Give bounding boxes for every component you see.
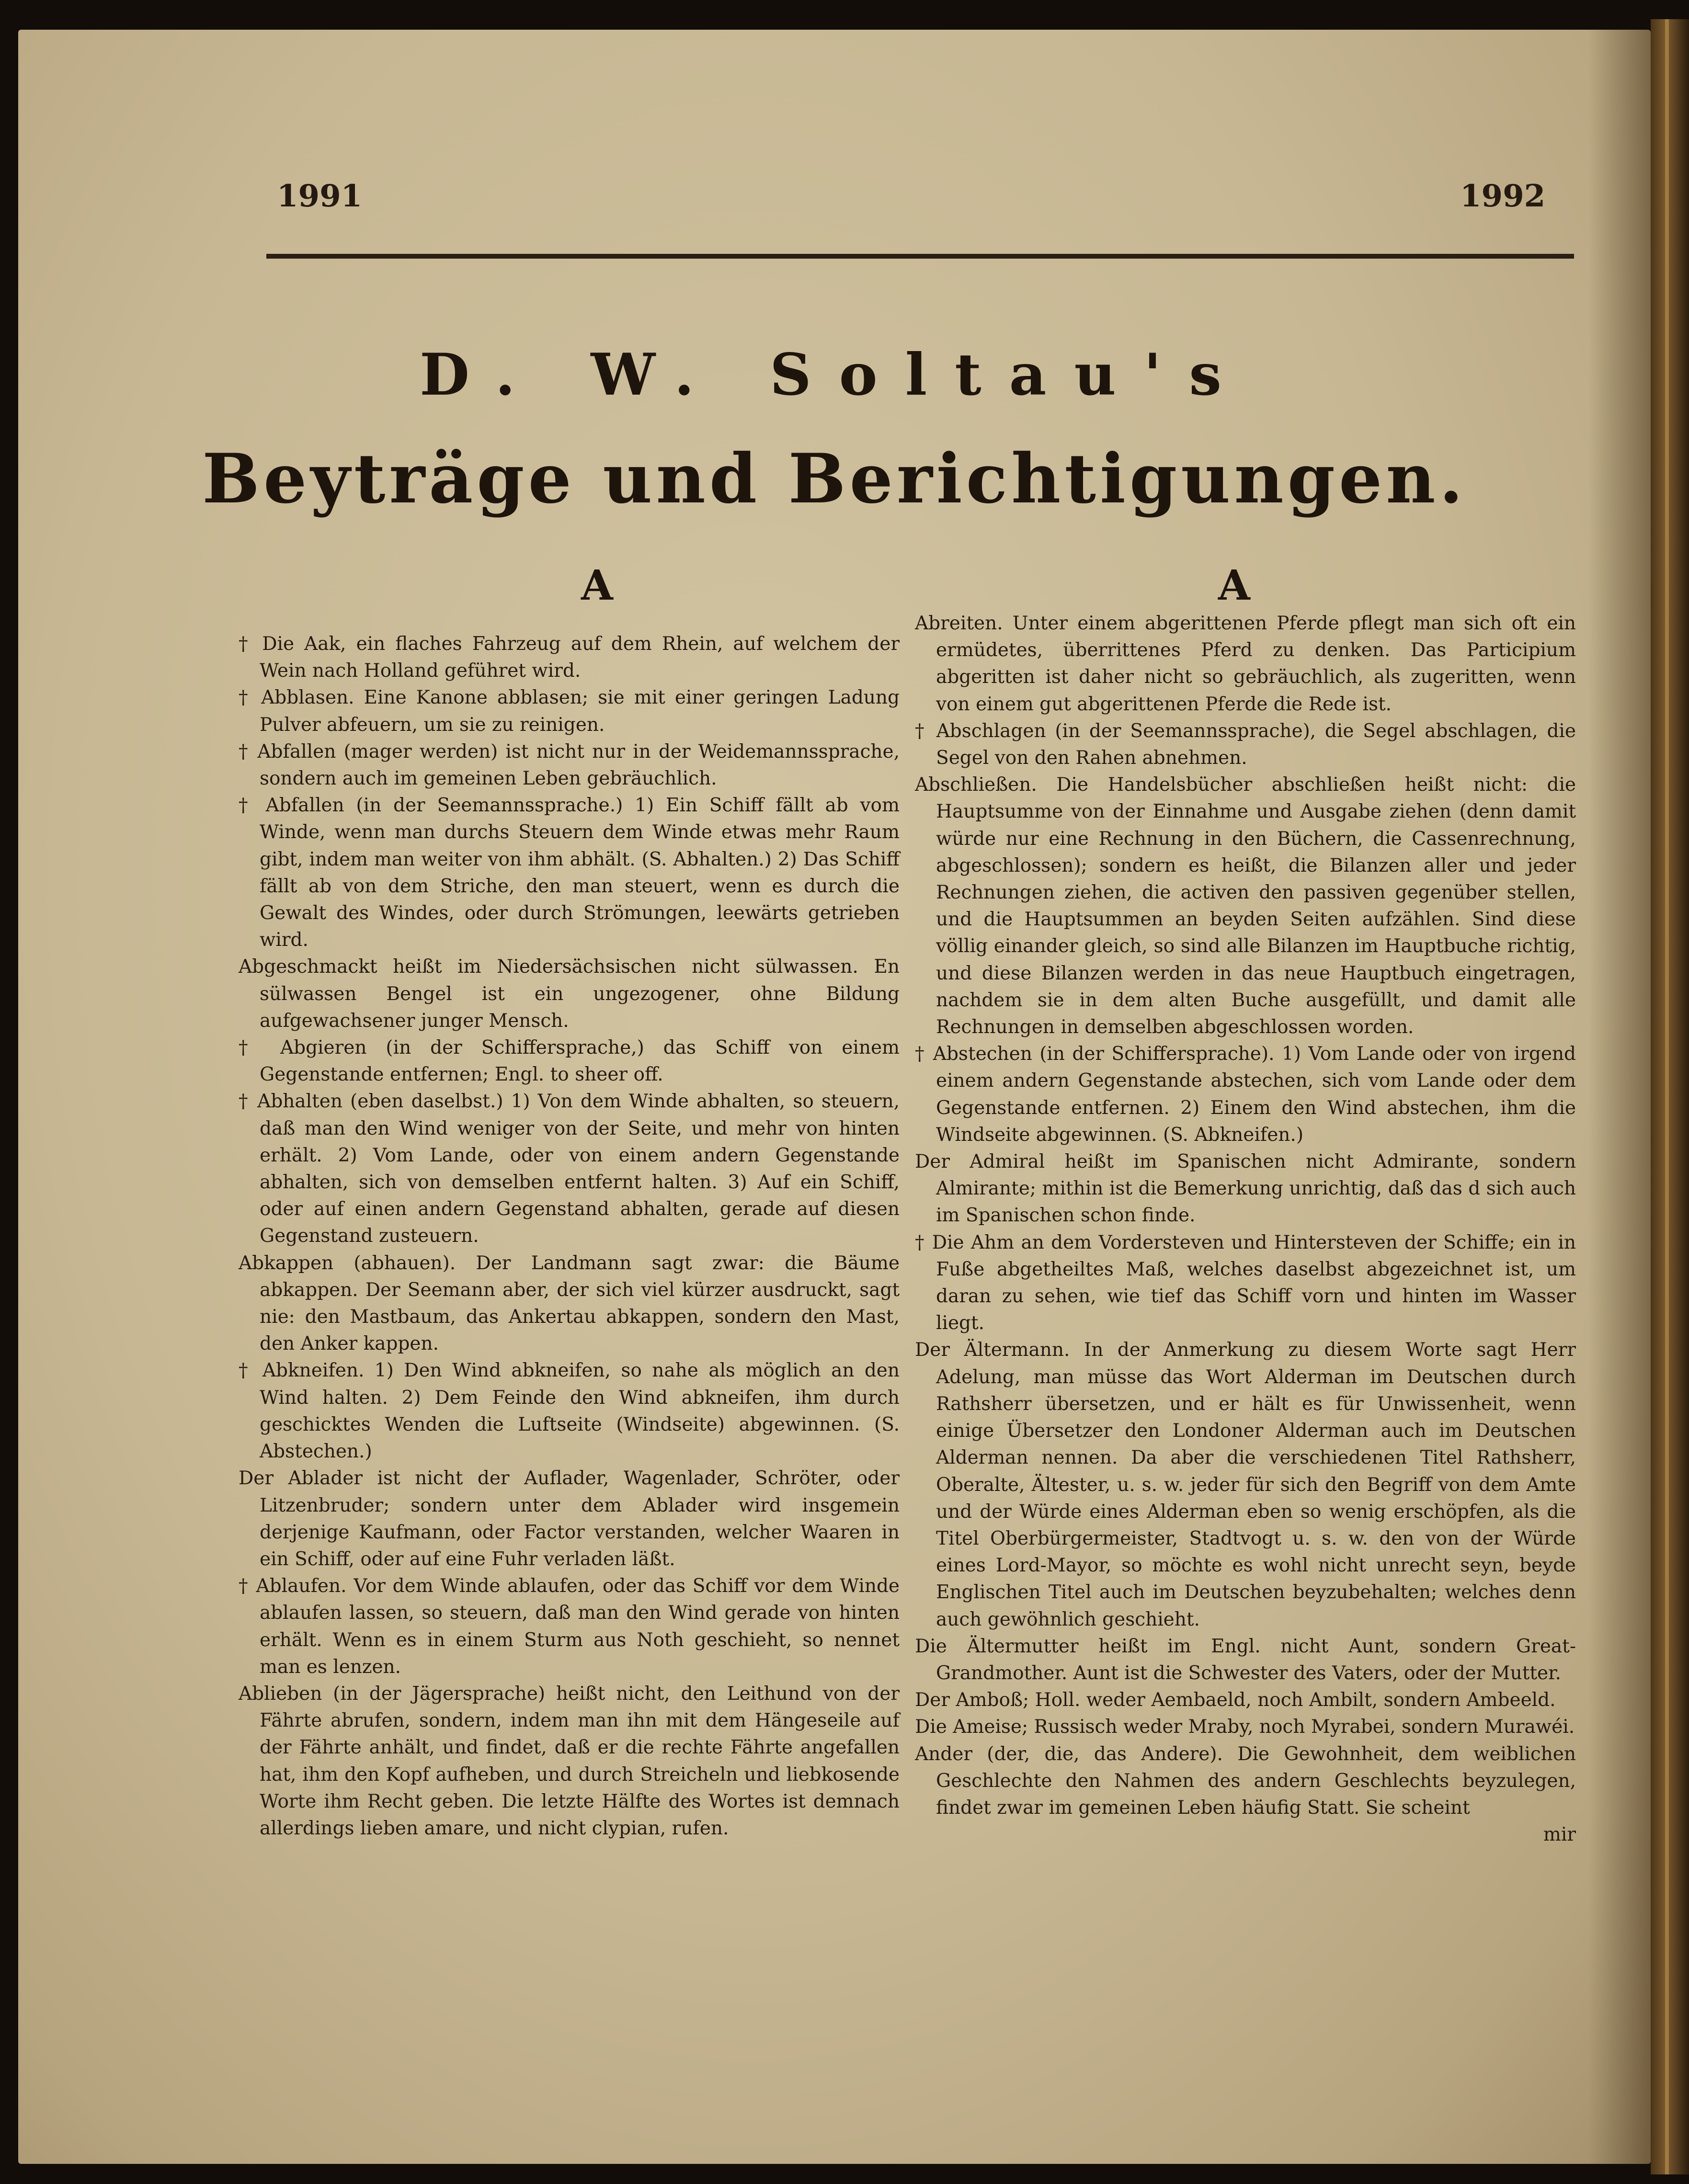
dictionary-entry: Abkappen (abhauen). Der Landmann sagt zwar: die Bäume abkappen. Der Seemann aber, der sich viel kürzer ausdruckt, sagt nie: den Mastbaum, das Ankertau abkappen, sondern den Mast, den Anker kappen. <box>239 1252 900 1355</box>
title-author: D. W. Soltau's <box>420 341 1249 409</box>
dictionary-entry: Der Ältermann. In der Anmerkung zu diesem Worte sagt Herr Adelung, man müsse das Wort Alderman im Deutschen durch Rathsherr übersetzen, und er hält es für Unwissenheit, wenn einige Übersetzer den Londoner Alderman auch im Deutschen Alderman nennen. Da aber die verschiedenen Titel Rathsherr, Oberalte, Ältester, u. s. w. jeder für sich den Begriff von dem Amte und der Würde eines Alderman eben so wenig erschöpfen, als die Titel Oberbürgermeister, Stadtvogt u. s. w. den von der Würde eines Lord-Mayor, so möchte es wohl nicht unrecht seyn, beyde Englischen Titel auch im Deutschen beyzubehalten; welches denn auch gewöhnlich geschieht. <box>915 1339 1576 1630</box>
dictionary-entry: Der Ablader ist nicht der Auflader, Wagenlader, Schröter, oder Litzenbruder; sondern unter dem Ablader wird insgemein derjenige Kaufmann, oder Factor verstanden, welcher Waaren in ein Schiff, oder auf eine Fuhr verladen läßt. <box>239 1467 900 1570</box>
column-right <box>915 610 1576 1845</box>
column-heading-right: A <box>1218 561 1250 610</box>
dictionary-entry: † Abblasen. Eine Kanone abblasen; sie mit einer geringen Ladung Pulver abfeuern, um sie zu reinigen. <box>239 687 900 736</box>
dictionary-entry: Die Ältermutter heißt im Engl. nicht Aunt, sondern Great-Grandmother. Aunt ist die Schwester des Vaters, oder der Mutter. <box>915 1635 1576 1684</box>
dictionary-entry: † Abgieren (in der Schiffersprache,) das Schiff von einem Gegenstande entfernen; Engl. to sheer off. <box>239 1037 900 1086</box>
dictionary-entry: † Abstechen (in der Schiffersprache). 1) Vom Lande oder von irgend einem andern Gegenstande abstechen, sich vom Lande oder dem Gegenstande entfernen. 2) Einem den Wind abstechen, ihm die Windseite abgewinnen. (S. Abkneifen.) <box>915 1043 1576 1146</box>
page-number-left: 1991 <box>277 178 363 214</box>
page-number-right: 1992 <box>1460 178 1546 214</box>
dictionary-entry: Ablieben (in der Jägersprache) heißt nicht, den Leithund von der Fährte abrufen, sondern, indem man ihn mit dem Hängeseile auf der Fährte anhält, und findet, daß er die rechte Fährte angefallen hat, ihm den Kopf aufheben, und durch Streicheln und liebkosende Worte ihm Recht geben. Die letzte Hälfte des Wortes ist demnach allerdings lieben amare, und nicht clypian, rufen. <box>239 1683 900 1839</box>
spine-stripe <box>1665 19 1669 2174</box>
dictionary-entry: Abreiten. Unter einem abgerittenen Pferde pflegt man sich oft ein ermüdetes, überrittenes Pferd zu denken. Das Participium abgeritten ist daher nicht so gebräuchlich, als zugeritten, wenn von einem gut abgerittenen Pferde die Rede ist. <box>915 613 1576 715</box>
dictionary-entry: Der Admiral heißt im Spanischen nicht Admirante, sondern Almirante; mithin ist die Bemerkung unrichtig, daß das d sich auch im Spanischen schon finde. <box>915 1151 1576 1227</box>
title-main: Beyträge und Berichtigungen. <box>202 439 1467 519</box>
dictionary-entry: † Abfallen (in der Seemannssprache.) 1) Ein Schiff fällt ab vom Winde, wenn man durchs Steuern dem Winde etwas mehr Raum gibt, indem man weiter von ihm abhält. (S. Abhalten.) 2) Das Schiff fällt ab von dem Striche, den man steuert, wenn es durch die Gewalt des Windes, oder durch Strömungen, leewärts getrieben wird. <box>239 795 900 951</box>
dictionary-entry: † Abhalten (eben daselbst.) 1) Von dem Winde abhalten, so steuern, daß man den Wind weniger von der Seite, und mehr von hinten erhält. 2) Vom Lande, oder von einem andern Gegenstande abhalten, sich von demselben entfernt halten. 3) Auf ein Schiff, oder auf einen andern Gegenstand abhalten, gerade auf diesen Gegenstand zusteuern. <box>239 1091 900 1247</box>
column-left <box>239 631 900 1842</box>
dictionary-entry: † Abschlagen (in der Seemannssprache), die Segel abschlagen, die Segel von den Rahen abnehmen. <box>915 720 1576 769</box>
book-spine-edge <box>1651 19 1689 2174</box>
dictionary-entry: † Abkneifen. 1) Den Wind abkneifen, so nahe als möglich an den Wind halten. 2) Dem Feinde den Wind abkneifen, ihm durch geschicktes Wenden die Luftseite (Windseite) abgewinnen. (S. Abstechen.) <box>239 1360 900 1463</box>
column-heading-left: A <box>581 561 613 610</box>
dictionary-entry: Der Amboß; Holl. weder Aembaeld, noch Ambilt, sondern Ambeeld. <box>915 1689 1556 1711</box>
dictionary-entry: Ander (der, die, das Andere). Die Gewohnheit, dem weiblichen Geschlechte den Nahmen des andern Geschlechts beyzulegen, findet zwar im gemeinen Leben häufig Statt. Sie scheint <box>915 1743 1576 1819</box>
header-rule <box>266 254 1574 259</box>
dictionary-entry: † Die Ahm an dem Vordersteven und Hintersteven der Schiffe; ein in Fuße abgetheiltes Maß, welches daselbst abgezeichnet ist, um daran zu sehen, wie tief das Schiff vorn und hinten im Wasser liegt. <box>915 1231 1576 1334</box>
dictionary-entry: Abschließen. Die Handelsbücher abschließen heißt nicht: die Hauptsumme von der Einnahme und Ausgabe ziehen (denn damit würde nur eine Rechnung in den Büchern, die Cassenrechnung, abgeschlossen); sondern es heißt, die Bilanzen aller und jeder Rechnungen ziehen, die activen den passiven gegenüber stellen, und die Hauptsummen an beyden Seiten aufzählen. Sind diese völlig einander gleich, so sind alle Bilanzen im Hauptbuche richtig, und diese Bilanzen werden in das neue Hauptbuch eingetragen, nachdem sie in dem alten Buche ausgefüllt, und damit alle Rechnungen in demselben abgeschlossen worden. <box>915 774 1576 1038</box>
catchword: mir <box>1543 1823 1576 1845</box>
dictionary-entry: Die Ameise; Russisch weder Mraby, noch Myrabei, sondern Murawéi. <box>915 1716 1575 1738</box>
dictionary-entry: † Ablaufen. Vor dem Winde ablaufen, oder das Schiff vor dem Winde ablaufen lassen, so steuern, daß man den Wind gerade von hinten erhält. Wenn es in einem Sturm aus Noth geschieht, so nennet man es lenzen. <box>239 1575 900 1678</box>
dictionary-entry: Abgeschmackt heißt im Niedersächsischen nicht sülwassen. En sülwassen Bengel ist ein ungezogener, ohne Bildung aufgewachsener junger Mensch. <box>239 956 900 1032</box>
dictionary-entry: † Abfallen (mager werden) ist nicht nur in der Weidemannssprache, sondern auch im gemeinen Leben gebräuchlich. <box>239 740 900 790</box>
dictionary-entry: † Die Aak, ein flaches Fahrzeug auf dem Rhein, auf welchem der Wein nach Holland geführet wird. <box>239 633 900 682</box>
book-page <box>18 30 1651 2164</box>
